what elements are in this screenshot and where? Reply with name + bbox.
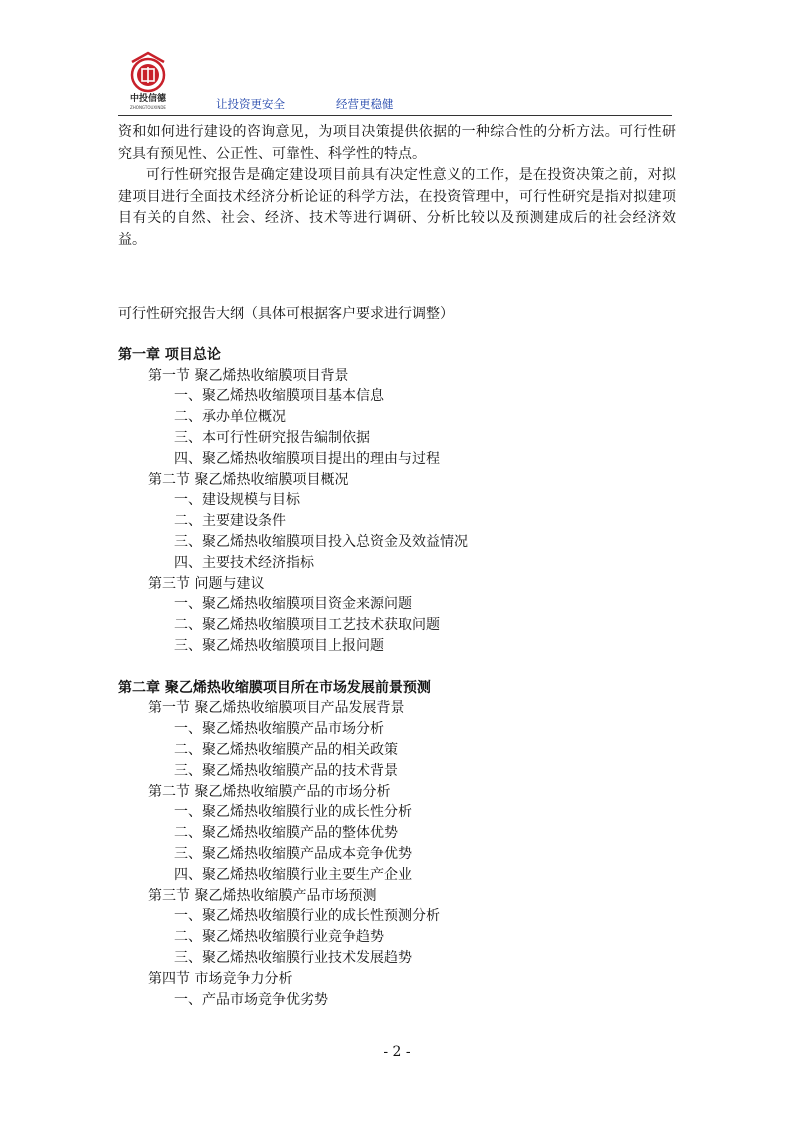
header-divider bbox=[118, 115, 672, 116]
section-heading: 第二节 聚乙烯热收缩膜产品的市场分析 bbox=[148, 783, 391, 800]
outline-item: 二、聚乙烯热收缩膜产品的相关政策 bbox=[174, 741, 398, 758]
header-slogan-2: 经营更稳健 bbox=[336, 97, 394, 111]
outline-item: 三、聚乙烯热收缩膜行业技术发展趋势 bbox=[174, 949, 412, 966]
section-heading: 第三节 聚乙烯热收缩膜产品市场预测 bbox=[148, 887, 377, 904]
outline-item: 一、聚乙烯热收缩膜行业的成长性分析 bbox=[174, 804, 412, 821]
outline-list bbox=[118, 345, 678, 1011]
outline-item: 一、聚乙烯热收缩膜行业的成长性预测分析 bbox=[174, 908, 440, 925]
outline-item: 三、聚乙烯热收缩膜产品的技术背景 bbox=[174, 762, 398, 779]
outline-item: 三、聚乙烯热收缩膜产品成本竞争优势 bbox=[174, 845, 412, 862]
outline-item: 二、主要建设条件 bbox=[174, 513, 286, 530]
outline-item: 一、聚乙烯热收缩膜产品市场分析 bbox=[174, 721, 384, 738]
logo-text: 中投信德 bbox=[129, 94, 167, 104]
section-heading: 第一节 聚乙烯热收缩膜项目背景 bbox=[148, 367, 349, 384]
outline-item: 四、聚乙烯热收缩膜项目提出的理由与过程 bbox=[174, 450, 440, 467]
chapter-heading: 第一章 项目总论 bbox=[118, 346, 221, 363]
outline-item: 一、产品市场竞争优劣势 bbox=[174, 991, 328, 1008]
outline-item: 三、本可行性研究报告编制依据 bbox=[174, 429, 370, 446]
paragraph: 可行性研究报告是确定建设项目前具有决定性意义的工作，是在投资决策之前，对拟建项目进行全面技术经济分析论证的科学方法，在投资管理中，可行性研究是指对拟建项目有关的自然、社会、经济、技术等进行调研、分析比较以及预测建成后的社会经济效益。 bbox=[118, 167, 676, 248]
section-heading: 第一节 聚乙烯热收缩膜项目产品发展背景 bbox=[148, 700, 405, 717]
section-heading: 第三节 问题与建议 bbox=[148, 575, 265, 592]
report-outline bbox=[118, 304, 678, 1010]
chapter-gap bbox=[118, 657, 678, 678]
logo-subtext: ZHONGTOUXINDE bbox=[130, 105, 166, 110]
outline-item: 一、聚乙烯热收缩膜项目资金来源问题 bbox=[174, 596, 412, 613]
outline-item: 三、聚乙烯热收缩膜项目投入总资金及效益情况 bbox=[174, 533, 468, 550]
outline-item: 一、建设规模与目标 bbox=[174, 492, 300, 509]
intro-body bbox=[118, 122, 676, 251]
page-header bbox=[118, 50, 678, 116]
header-slogan-1: 让投资更安全 bbox=[216, 97, 285, 111]
outline-item: 二、承办单位概况 bbox=[174, 409, 286, 426]
paragraph: 资和如何进行建设的咨询意见，为项目决策提供依据的一种综合性的分析方法。可行性研究具有预见性、公正性、可靠性、科学性的特点。 bbox=[118, 124, 676, 162]
outline-item: 一、聚乙烯热收缩膜项目基本信息 bbox=[174, 388, 384, 405]
outline-item: 二、聚乙烯热收缩膜项目工艺技术获取问题 bbox=[174, 617, 440, 634]
outline-item: 二、聚乙烯热收缩膜产品的整体优势 bbox=[174, 825, 398, 842]
outline-title: 可行性研究报告大纲（具体可根据客户要求进行调整） bbox=[118, 306, 454, 322]
page-number: - 2 - bbox=[383, 1044, 411, 1060]
chapter-heading: 第二章 聚乙烯热收缩膜项目所在市场发展前景预测 bbox=[118, 679, 431, 696]
outline-item: 四、聚乙烯热收缩膜行业主要生产企业 bbox=[174, 866, 412, 883]
section-heading: 第二节 聚乙烯热收缩膜项目概况 bbox=[148, 471, 349, 488]
outline-item: 三、聚乙烯热收缩膜项目上报问题 bbox=[174, 637, 384, 654]
company-logo-icon bbox=[118, 50, 178, 112]
outline-item: 二、聚乙烯热收缩膜行业竞争趋势 bbox=[174, 929, 384, 946]
outline-item: 四、主要技术经济指标 bbox=[174, 554, 314, 571]
section-heading: 第四节 市场竞争力分析 bbox=[148, 970, 293, 987]
